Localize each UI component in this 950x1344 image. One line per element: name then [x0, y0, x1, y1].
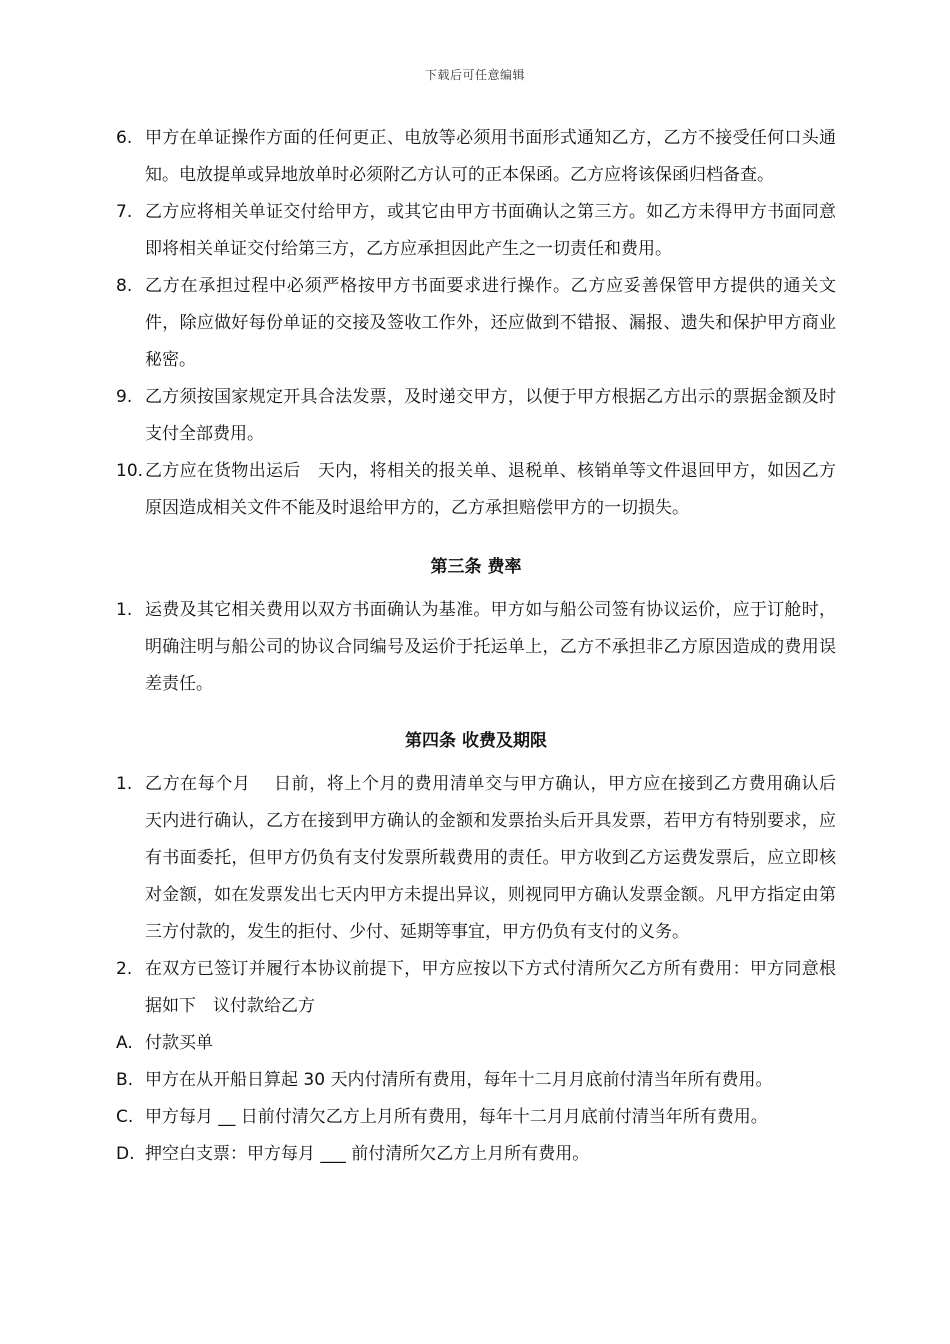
- option-letter: B.: [116, 1070, 134, 1090]
- option-letter: D.: [116, 1144, 135, 1164]
- option-text: 甲方在从开船日算起 30 天内付清所有费用，每年十二月月底前付清当年所有费用。: [145, 1070, 773, 1090]
- option-item: [116, 1025, 836, 1062]
- option-item: [116, 1136, 836, 1173]
- item-text: 甲方在单证操作方面的任何更正、电放等必须用书面形式通知乙方，乙方不接受任何口头通知。电放提单或异地放单时必须附乙方认可的正本保函。乙方应将该保函归档备查。: [145, 128, 836, 185]
- option-text: 押空白支票：甲方每月 ___ 前付清所欠乙方上月所有费用。: [145, 1144, 590, 1164]
- option-letter: C.: [116, 1107, 134, 1127]
- item-number: 9.: [116, 387, 133, 407]
- item-text: 乙方在承担过程中必须严格按甲方书面要求进行操作。乙方应妥善保管甲方提供的通关文件，除应做好每份单证的交接及签收工作外，还应做到不错报、漏报、遗失和保护甲方商业秘密。: [145, 276, 836, 370]
- option-text: 付款买单: [145, 1033, 213, 1053]
- list-item: [116, 120, 836, 194]
- item-number: 10.: [116, 461, 144, 481]
- page-header: 下载后可任意编辑: [424, 68, 525, 82]
- list-item: [116, 268, 836, 379]
- option-text: 甲方每月 __ 日前付清欠乙方上月所有费用，每年十二月月底前付清当年所有费用。: [145, 1107, 768, 1127]
- item-number: 8.: [116, 276, 133, 296]
- item-number: 7.: [116, 202, 133, 222]
- item-text: 乙方应在货物出运后 天内，将相关的报关单、退税单、核销单等文件退回甲方，如因乙方原因造成相关文件不能及时退给甲方的，乙方承担赔偿甲方的一切损失。: [145, 461, 836, 518]
- document-body: [116, 120, 853, 1173]
- list-item: [116, 194, 836, 268]
- option-item: [116, 1062, 836, 1099]
- item-number: 2.: [116, 959, 133, 979]
- list-item: [116, 951, 836, 1025]
- item-text: 乙方在每个月 日前，将上个月的费用清单交与甲方确认，甲方应在接到乙方费用确认后 天内进行确认，乙方在接到甲方确认的金额和发票抬头后开具发票，若甲方有特别要求，应有书面委托，但甲方仍负有支付发票所载费用的责任。甲方收到乙方运费发票后，应立即核对金额，如在发票发出七天内甲方未提出异议，则视同甲方确认发票金额。凡甲方指定由第三方付款的，发生的拒付、少付、延期等事宜，甲方仍负有支付的义务。: [145, 774, 853, 942]
- item-number: 1.: [116, 600, 133, 620]
- item-text: 乙方应将相关单证交付给甲方，或其它由甲方书面确认之第三方。如乙方未得甲方书面同意即将相关单证交付给第三方，乙方应承担因此产生之一切责任和费用。: [145, 202, 836, 259]
- item-text: 在双方已签订并履行本协议前提下，甲方应按以下方式付清所欠乙方所有费用：甲方同意根据如下 议付款给乙方: [145, 959, 836, 1016]
- list-item: [116, 453, 836, 527]
- section-heading-fees: 第三条 费率: [430, 557, 522, 577]
- option-letter: A.: [116, 1033, 133, 1053]
- item-number: 1.: [116, 774, 133, 794]
- list-item: [116, 592, 836, 703]
- option-item: [116, 1099, 836, 1136]
- item-text: 运费及其它相关费用以双方书面确认为基准。甲方如与船公司签有协议运价，应于订舱时，明确注明与船公司的协议合同编号及运价于托运单上，乙方不承担非乙方原因造成的费用误差责任。: [145, 600, 836, 694]
- list-item: [116, 379, 836, 453]
- section-heading-charges: 第四条 收费及期限: [405, 731, 547, 751]
- item-number: 6.: [116, 128, 133, 148]
- item-text: 乙方须按国家规定开具合法发票，及时递交甲方，以便于甲方根据乙方出示的票据金额及时支付全部费用。: [145, 387, 836, 444]
- list-item: [116, 766, 853, 951]
